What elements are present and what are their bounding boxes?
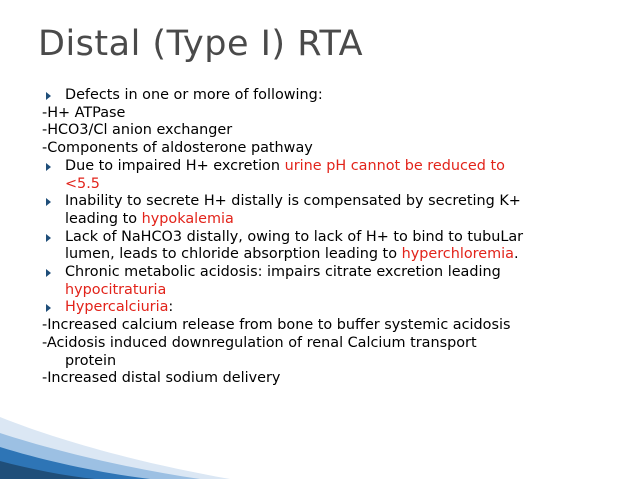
body-text: -Increased distal sodium delivery — [42, 370, 281, 387]
highlight-text: hypocitraturia — [65, 281, 167, 298]
bullet-arrow-icon — [46, 234, 51, 242]
body-text: protein — [65, 352, 117, 369]
body-text: -Increased calcium release from bone to buffer systemic acidosis — [42, 317, 511, 334]
bullet-item — [46, 87, 626, 105]
bullet-item — [46, 264, 626, 282]
bullet-item — [46, 229, 626, 247]
continuation-line — [46, 176, 626, 194]
sub-item — [42, 335, 622, 353]
highlight-text: urine pH cannot be reduced to — [284, 157, 505, 174]
continuation-line — [46, 246, 626, 264]
continuation-line — [46, 353, 626, 371]
sub-item — [42, 317, 622, 335]
highlight-text: hyperchloremia — [401, 246, 514, 263]
highlight-text: Hypercalciuria — [65, 299, 169, 316]
slide-title: Distal (Type I) RTA — [38, 24, 364, 64]
sub-item — [42, 105, 622, 123]
sub-item — [42, 140, 622, 158]
body-text: -H+ ATPase — [42, 104, 126, 121]
continuation-line — [46, 211, 626, 229]
highlight-text: hypokalemia — [141, 210, 234, 227]
bullet-arrow-icon — [46, 92, 51, 100]
corner-wave-decoration — [0, 389, 230, 479]
body-text: Inability to secrete H+ distally is compensated by secreting K+ — [65, 193, 521, 210]
continuation-line — [46, 282, 626, 300]
body-text: Lack of NaHCO3 distally, owing to lack of H+ to bind to tubuLar — [65, 228, 524, 245]
bullet-arrow-icon — [46, 163, 51, 171]
body-text: -Acidosis induced downregulation of renal Calcium transport — [42, 334, 477, 351]
sub-item — [42, 122, 622, 140]
body-text: Defects in one or more of following: — [65, 87, 323, 103]
bullet-arrow-icon — [46, 304, 51, 312]
body-text: Due to impaired H+ excretion — [65, 157, 285, 174]
bullet-item — [46, 158, 626, 176]
bullet-arrow-icon — [46, 269, 51, 277]
bullet-item — [46, 299, 626, 317]
body-text: -Components of aldosterone pathway — [42, 140, 313, 157]
slide-body — [42, 87, 626, 388]
body-text: leading to — [65, 210, 142, 227]
sub-item — [42, 370, 622, 388]
bullet-item — [46, 193, 626, 211]
body-text: Chronic metabolic acidosis: impairs citrate excretion leading — [65, 264, 501, 281]
body-text: lumen, leads to chloride absorption leading to — [65, 246, 402, 263]
bullet-arrow-icon — [46, 198, 51, 206]
body-text: . — [513, 246, 519, 263]
body-text: : — [168, 299, 174, 316]
highlight-text: <5.5 — [65, 175, 100, 192]
body-text: -HCO3/Cl anion exchanger — [42, 122, 233, 139]
